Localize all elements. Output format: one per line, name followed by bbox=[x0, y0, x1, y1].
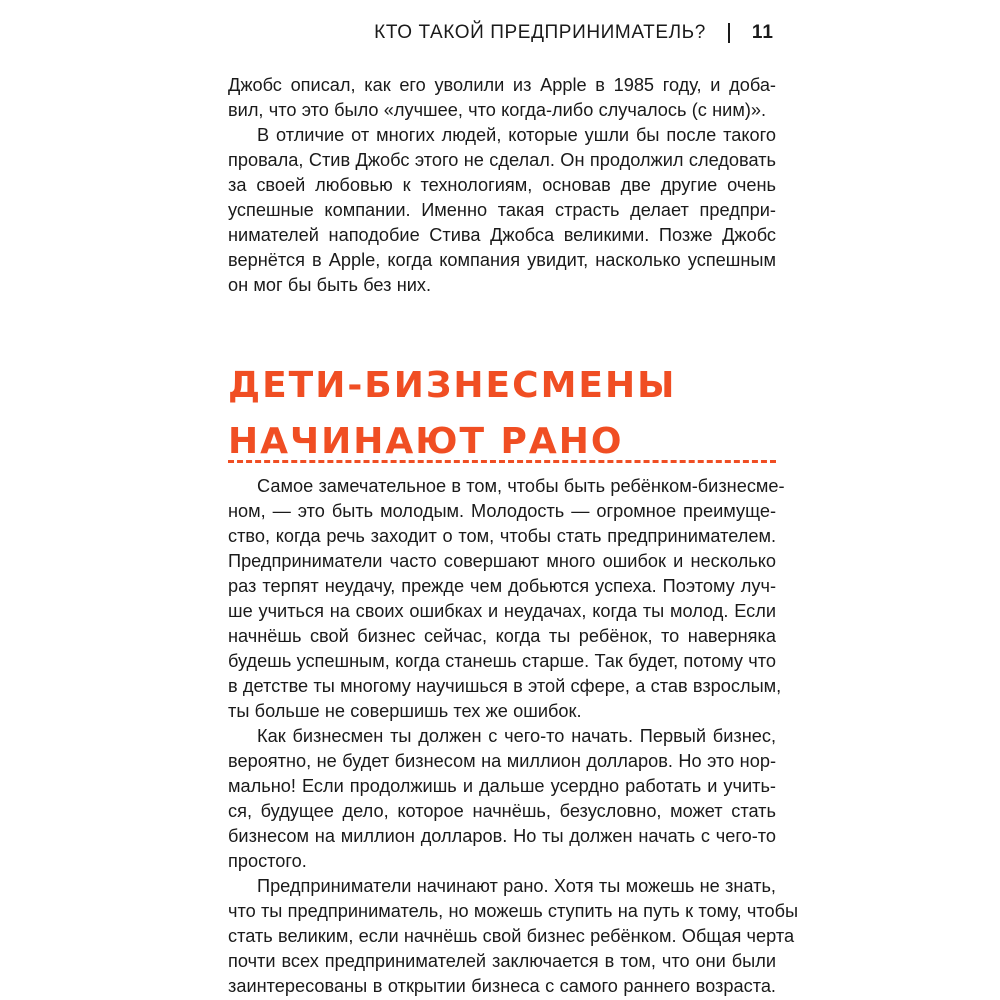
text-line: в детстве ты многому научишься в этой сфере, а став взрослым, bbox=[228, 676, 782, 696]
top-text-block bbox=[228, 73, 776, 298]
text-line: вероятно, не будет бизнесом на миллион долларов. Но это нор- bbox=[228, 751, 776, 771]
bottom-text-block bbox=[228, 474, 799, 999]
text-line: ше учиться на своих ошибках и неудачах, когда ты молод. Если bbox=[228, 601, 776, 621]
text-line: заинтересованы в открытии бизнеса с самого раннего возраста. bbox=[228, 976, 776, 996]
text-line: нимателей наподобие Стива Джобса великими. Позже Джобс bbox=[228, 225, 776, 245]
text-line: начнёшь свой бизнес сейчас, когда ты ребёнок, то наверняка bbox=[228, 626, 776, 646]
section-heading-line-2: НАЧИНАЮТ РАНО bbox=[228, 421, 624, 462]
text-line: простого. bbox=[228, 851, 307, 871]
text-line: раз терпят неудачу, прежде чем добьются успеха. Поэтому луч- bbox=[228, 576, 776, 596]
section-heading-line-1: ДЕТИ-БИЗНЕСМЕНЫ bbox=[228, 365, 677, 406]
text-line: Джобс описал, как его уволили из Apple в 1985 году, и доба- bbox=[228, 75, 776, 95]
running-head bbox=[374, 22, 774, 44]
running-head-divider bbox=[728, 23, 730, 43]
text-line: почти всех предпринимателей заключается в том, что они были bbox=[228, 951, 776, 971]
text-line: ство, когда речь заходит о том, чтобы стать предпринимателем. bbox=[228, 526, 776, 546]
text-line: ся, будущее дело, которое начнёшь, безусловно, может стать bbox=[228, 801, 776, 821]
text-line: Предприниматели начинают рано. Хотя ты можешь не знать, bbox=[257, 876, 776, 896]
text-line: Предприниматели часто совершают много ошибок и несколько bbox=[228, 551, 776, 571]
text-line: бизнесом на миллион долларов. Но ты должен начать с чего-то bbox=[228, 826, 776, 846]
heading-dashed-rule bbox=[228, 460, 776, 463]
text-line: успешные компании. Именно такая страсть делает предпри- bbox=[228, 200, 776, 220]
text-line: за своей любовью к технологиям, основав две другие очень bbox=[228, 175, 776, 195]
text-line: вернётся в Apple, когда компания увидит, насколько успешным bbox=[228, 250, 776, 270]
text-line: мально! Если продолжишь и дальше усердно работать и учить- bbox=[228, 776, 776, 796]
text-line: ты больше не совершишь тех же ошибок. bbox=[228, 701, 582, 721]
text-line: Как бизнесмен ты должен с чего-то начать. Первый бизнес, bbox=[257, 726, 776, 746]
text-line: будешь успешным, когда станешь старше. Так будет, потому что bbox=[228, 651, 776, 671]
text-line: В отличие от многих людей, которые ушли бы после такого bbox=[257, 125, 776, 145]
page-number: 11 bbox=[751, 22, 774, 43]
text-line: Самое замечательное в том, чтобы быть ребёнком-бизнесме- bbox=[257, 476, 785, 496]
text-line: стать великим, если начнёшь свой бизнес ребёнком. Общая черта bbox=[228, 926, 795, 946]
text-line: провала, Стив Джобс этого не сделал. Он продолжил следовать bbox=[228, 150, 776, 170]
text-line: что ты предприниматель, но можешь ступить на путь к тому, чтобы bbox=[228, 901, 799, 921]
text-line: вил, что это было «лучшее, что когда-либо случалось (с ним)». bbox=[228, 100, 767, 120]
text-line: ном, — это быть молодым. Молодость — огромное преимуще- bbox=[228, 501, 776, 521]
running-head-title: КТО ТАКОЙ ПРЕДПРИНИМАТЕЛЬ? bbox=[374, 22, 706, 43]
text-line: он мог бы быть без них. bbox=[228, 275, 432, 295]
section-heading bbox=[228, 358, 788, 470]
